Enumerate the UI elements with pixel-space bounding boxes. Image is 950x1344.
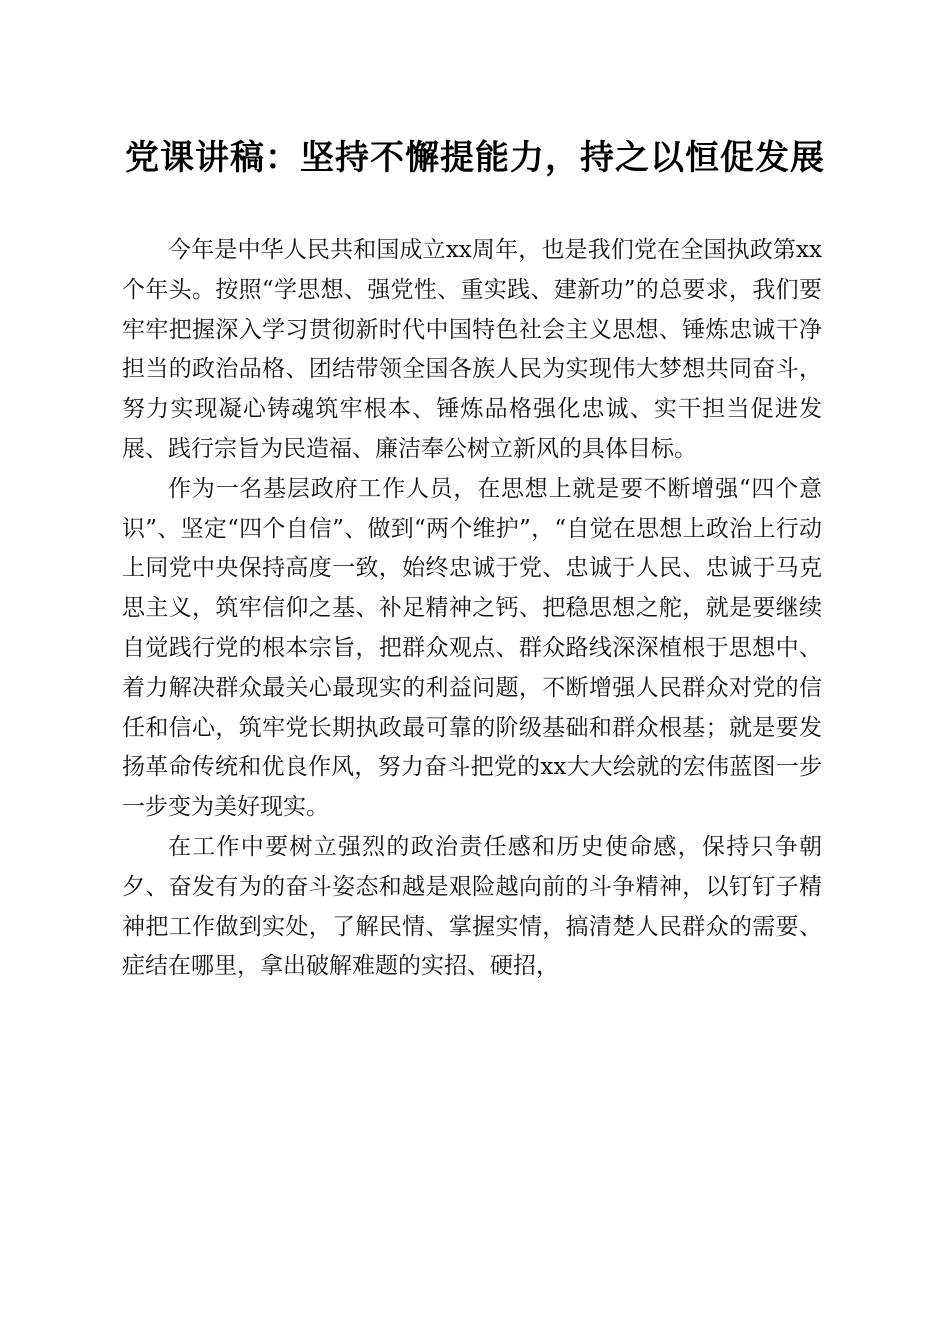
document-body (122, 231, 822, 987)
paragraph-2: 作为一名基层政府工作人员，在思想上就是要不断增强“四个意识”、坚定“四个自信”、做到“两个维护”，“自觉在思想上政治上行动上同党中央保持高度一致，始终忠诚于党、忠诚于人民、忠诚于马克思主义，筑牢信仰之基、补足精神之钙、把稳思想之舵，就是要继续自觉践行党的根本宗旨，把群众观点、群众路线深深植根于思想中、着力解决群众最关心最现实的利益问题，不断增强人民群众对党的信任和信心，筑牢党长期执政最可靠的阶级基础和群众根基；就是要发扬革命传统和优良作风，努力奋斗把党的xx大大绘就的宏伟蓝图一步一步变为美好现实。 (122, 475, 822, 821)
document-title: 党课讲稿：坚持不懈提能力，持之以恒促发展 (125, 138, 825, 178)
paragraph-1: 今年是中华人民共和国成立xx周年，也是我们党在全国执政第xx个年头。按照“学思想、强党性、重实践、建新功”的总要求，我们要牢牢把握深入学习贯彻新时代中国特色社会主义思想、锤炼忠诚干净担当的政治品格、团结带领全国各族人民为实现伟大梦想共同奋斗，努力实现凝心铸魂筑牢根本、锤炼品格强化忠诚、实干担当促进发展、践行宗旨为民造福、廉洁奉公树立新风的具体目标。 (122, 237, 822, 462)
paragraph-3: 在工作中要树立强烈的政治责任感和历史使命感，保持只争朝夕、奋发有为的奋斗姿态和越是艰险越向前的斗争精神，以钉钉子精神把工作做到实处，了解民情、掌握实情，搞清楚人民群众的需要、症结在哪里，拿出破解难题的实招、硬招， (122, 833, 822, 980)
